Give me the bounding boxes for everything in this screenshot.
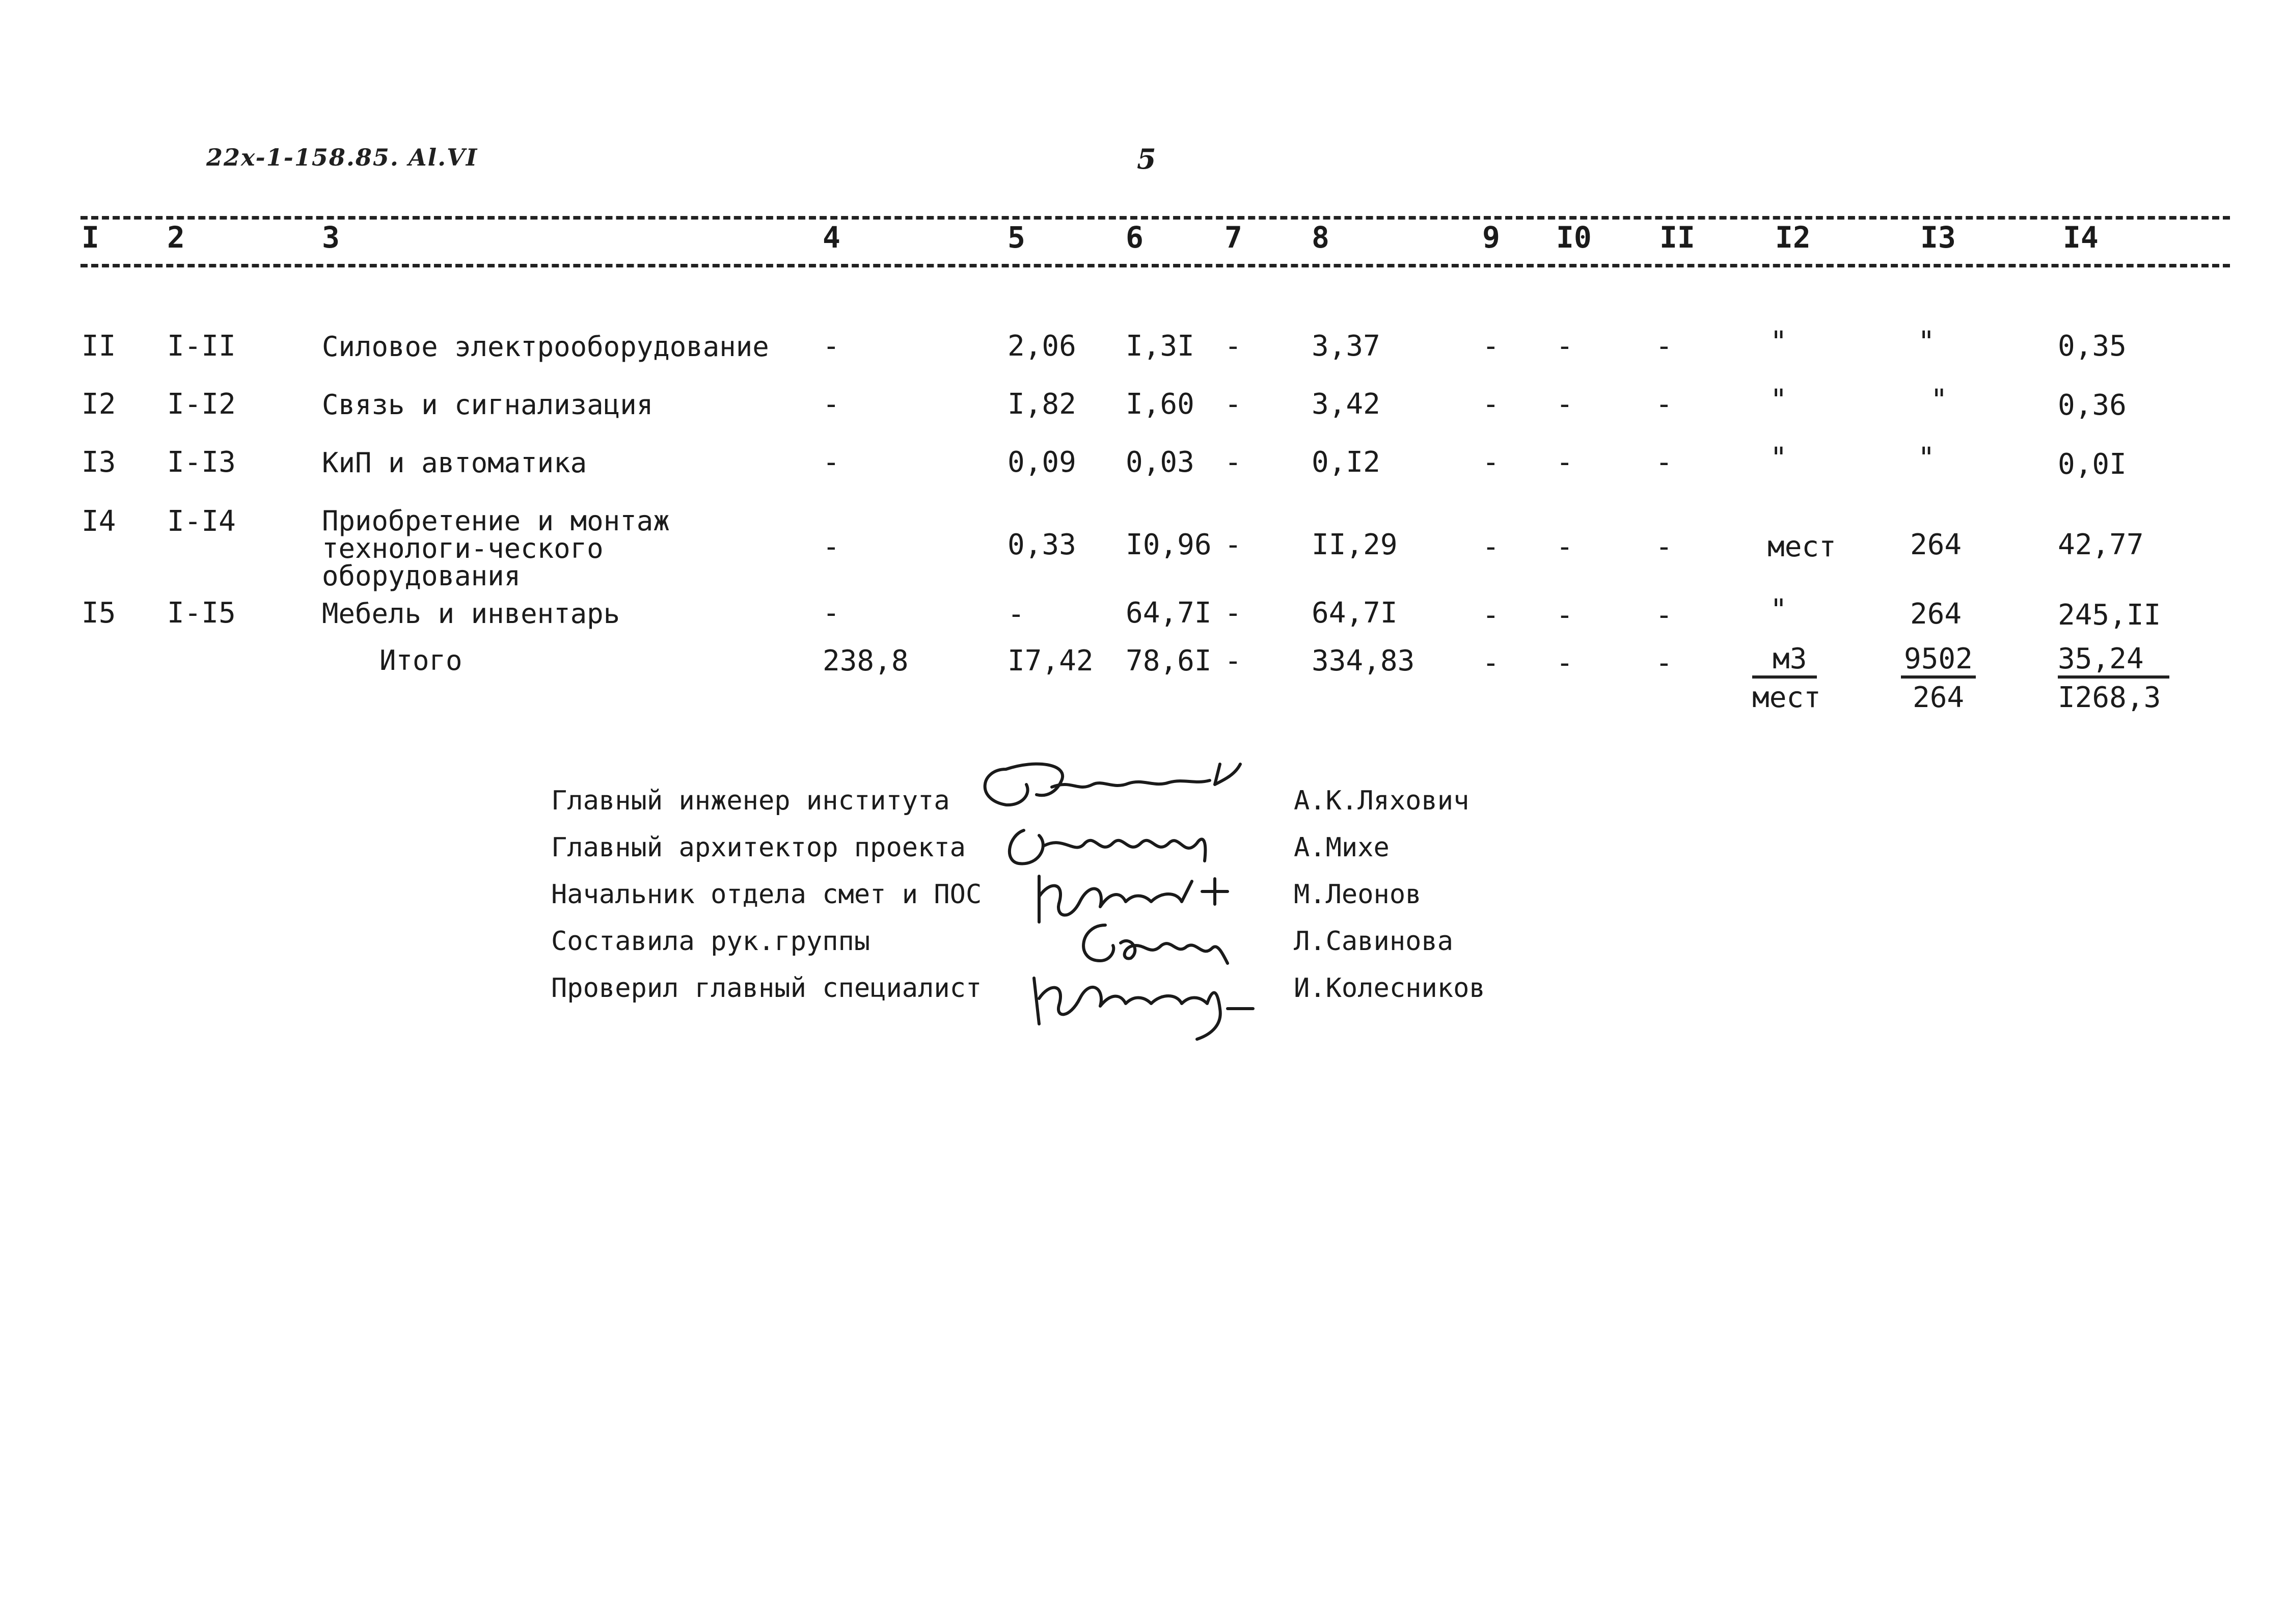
- value-col7: -: [1224, 597, 1242, 630]
- value-col6: 64,7I: [1126, 597, 1212, 630]
- value-col5: 0,09: [1008, 446, 1076, 479]
- value-col6: I0,96: [1126, 528, 1212, 561]
- signer-title: Главный архитектор проекта: [551, 832, 966, 863]
- page-number: 5: [1137, 143, 1156, 175]
- total-col13-top: 9502: [1901, 645, 1976, 679]
- value-col14: 0,0I: [2058, 448, 2127, 481]
- column-header: 6: [1126, 220, 1144, 255]
- total-col12-unit-top: [1752, 642, 1817, 679]
- value-col6: I,3I: [1126, 330, 1194, 363]
- total-col14-bottom: I268,3: [2058, 681, 2161, 714]
- column-header: 2: [167, 220, 185, 255]
- total-col8: 334,83: [1312, 644, 1415, 678]
- signer-name: М.Леонов: [1294, 879, 1422, 910]
- value-col7: -: [1224, 388, 1242, 421]
- value-col11: -: [1655, 446, 1673, 479]
- row-number: II: [81, 330, 116, 363]
- total-col4: 238,8: [823, 644, 909, 678]
- value-col12: ": [1770, 442, 1787, 475]
- estimate-number: I-I5: [167, 597, 236, 630]
- column-header: 4: [823, 220, 840, 255]
- value-col10: -: [1556, 388, 1573, 421]
- value-col9: -: [1482, 446, 1500, 479]
- value-col13: ": [1930, 384, 1948, 417]
- signer-title: Составила рук.группы: [551, 926, 870, 957]
- value-col8: II,29: [1312, 528, 1398, 561]
- total-col13-unit-top: [1901, 642, 1976, 679]
- value-col4: -: [823, 446, 840, 479]
- value-col13: 264: [1910, 598, 1962, 631]
- total-col12-top: м3: [1752, 645, 1817, 679]
- signer-name: И.Колесников: [1294, 973, 1485, 1004]
- column-header: I0: [1556, 220, 1592, 255]
- column-header: 9: [1482, 220, 1500, 255]
- signature-chief-specialist: [1024, 958, 1268, 1049]
- estimate-number: I-I3: [167, 446, 236, 479]
- column-header: I4: [2063, 220, 2099, 255]
- total-col7: -: [1224, 644, 1242, 678]
- value-col12: мест: [1767, 530, 1836, 563]
- value-col7: -: [1224, 528, 1242, 561]
- value-col10: -: [1556, 446, 1573, 479]
- work-name: КиП и автоматика: [322, 447, 587, 479]
- row-number: I5: [81, 597, 116, 630]
- column-header: I3: [1920, 220, 1956, 255]
- total-col13-bottom: 264: [1913, 681, 1965, 714]
- value-col12: ": [1770, 384, 1787, 417]
- signature-chief-engineer: [975, 749, 1261, 815]
- total-col10: -: [1556, 646, 1573, 680]
- value-col13: ": [1918, 326, 1935, 359]
- value-col9: -: [1482, 599, 1500, 632]
- estimate-number: I-I4: [167, 505, 236, 538]
- value-col5: -: [1008, 598, 1025, 631]
- value-col14: 0,36: [2058, 389, 2127, 422]
- header-rule-top: [80, 216, 2230, 220]
- value-col9: -: [1482, 330, 1500, 363]
- value-col8: 3,42: [1312, 388, 1380, 421]
- total-col14-unit-top: [2058, 642, 2169, 679]
- value-col14: 42,77: [2058, 528, 2144, 561]
- value-col8: 0,I2: [1312, 446, 1380, 479]
- value-col7: -: [1224, 446, 1242, 479]
- value-col14: 245,II: [2058, 599, 2161, 632]
- signer-name: Л.Савинова: [1294, 926, 1454, 957]
- total-label: Итого: [379, 644, 462, 676]
- value-col11: -: [1655, 388, 1673, 421]
- value-col9: -: [1482, 530, 1500, 563]
- total-col5: I7,42: [1008, 644, 1094, 678]
- header-rule-bottom: [80, 264, 2230, 267]
- work-name: Приобретение и монтаж технологи-ческого оборудования: [322, 505, 670, 592]
- document-code: 22x-1-158.85. Al.VI: [206, 144, 478, 171]
- column-header: 5: [1008, 220, 1025, 255]
- total-col6: 78,6I: [1126, 644, 1212, 678]
- signer-title: Начальник отдела смет и ПОС: [551, 879, 982, 910]
- value-col8: 3,37: [1312, 330, 1380, 363]
- row-number: I2: [81, 388, 116, 421]
- value-col11: -: [1655, 599, 1673, 632]
- value-col10: -: [1556, 330, 1573, 363]
- column-header: 8: [1312, 220, 1329, 255]
- column-header: 3: [322, 220, 340, 255]
- column-header: I: [81, 220, 99, 255]
- signer-name: А.Михе: [1294, 832, 1390, 863]
- value-col4: -: [823, 597, 840, 630]
- total-col14-top: 35,24: [2058, 645, 2169, 679]
- value-col13: ": [1918, 442, 1935, 475]
- work-name: Связь и сигнализация: [322, 389, 654, 421]
- value-col4: -: [823, 530, 840, 563]
- column-header: I2: [1775, 220, 1811, 255]
- work-name: Силовое электрооборудование: [322, 331, 769, 363]
- value-col4: -: [823, 388, 840, 421]
- work-name: Мебель и инвентарь: [322, 598, 620, 630]
- estimate-number: I-II: [167, 330, 236, 363]
- value-col7: -: [1224, 330, 1242, 363]
- value-col5: I,82: [1008, 388, 1076, 421]
- signer-name: А.К.Ляхович: [1294, 786, 1469, 816]
- total-col11: -: [1655, 646, 1673, 680]
- value-col10: -: [1556, 530, 1573, 563]
- value-col8: 64,7I: [1312, 597, 1398, 630]
- value-col11: -: [1655, 330, 1673, 363]
- value-col12: ": [1770, 326, 1787, 359]
- value-col4: -: [823, 330, 840, 363]
- value-col5: 0,33: [1008, 528, 1076, 561]
- value-col11: -: [1655, 530, 1673, 563]
- value-col12: ": [1770, 593, 1787, 627]
- total-col9: -: [1482, 646, 1500, 680]
- signer-title: Главный инженер института: [551, 786, 950, 816]
- value-col9: -: [1482, 388, 1500, 421]
- value-col13: 264: [1910, 528, 1962, 561]
- value-col10: -: [1556, 599, 1573, 632]
- estimate-number: I-I2: [167, 388, 236, 421]
- signer-title: Проверил главный специалист: [551, 973, 982, 1004]
- value-col6: I,60: [1126, 388, 1194, 421]
- value-col5: 2,06: [1008, 330, 1076, 363]
- column-header: 7: [1224, 220, 1242, 255]
- total-col12-bottom: мест: [1752, 681, 1821, 714]
- column-header: II: [1659, 220, 1695, 255]
- value-col14: 0,35: [2058, 330, 2127, 363]
- row-number: I3: [81, 446, 116, 479]
- value-col6: 0,03: [1126, 446, 1194, 479]
- row-number: I4: [81, 505, 116, 538]
